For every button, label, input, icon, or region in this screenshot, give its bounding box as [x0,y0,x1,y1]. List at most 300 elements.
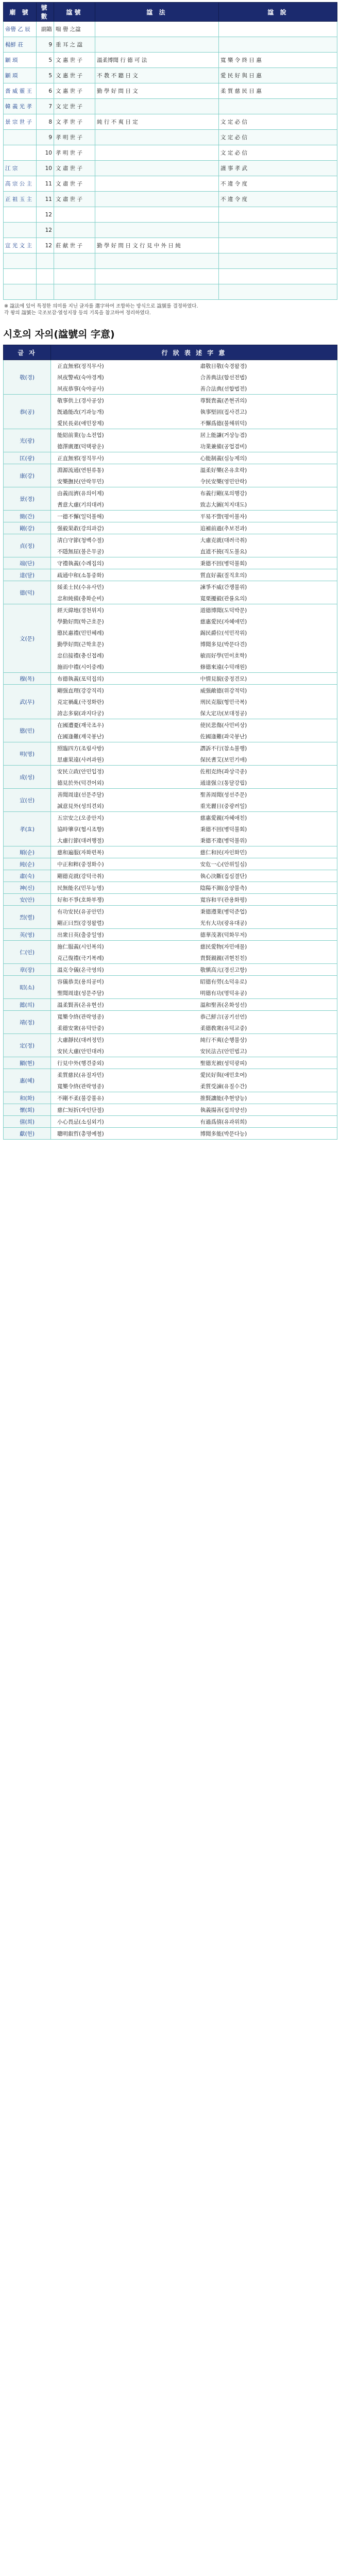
reign-cell: 韓 義 光 孝 [4,99,37,114]
meaning-phrase: 耆意大慮(기의대려) [57,501,104,508]
reign-cell: 文 孝 世 子 [54,114,95,130]
meaning-phrase: 忠和純備(충화순비) [57,595,104,602]
reign-row [4,68,337,83]
reign-cell [219,207,337,223]
meaning-cell [51,894,337,906]
reign-cell: 文 定 必 信 [219,114,337,130]
meaning-phrase: 令民安樂(영민안락) [200,478,247,485]
meaning-phrase: 愍民惠禮(민민혜례) [57,630,104,636]
meaning-cell [51,1128,337,1140]
reign-cell [95,284,219,300]
reign-cell: 文 惠 世 子 [54,83,95,99]
reign-header-cell: 諡 法 [95,3,219,22]
char-cell: 德(덕) [4,581,51,604]
meaning-phrase: 協時肇享(협시조향) [57,826,104,833]
meaning-phrase: 施而中禮(시이중례) [57,664,104,670]
meaning-line [51,870,337,882]
reign-cell [219,223,337,238]
meaning-line [51,487,337,499]
reign-cell: 文 肅 世 子 [54,192,95,207]
meaning-line [51,581,337,592]
char-cell: 和(화) [4,1092,51,1104]
meaning-phrase: 平易不訾(평이불자) [200,513,247,520]
meaning-line [51,929,337,940]
char-row [4,511,337,522]
meaning-phrase: 功業兼備(공업겸비) [200,443,247,450]
char-cell: 定(정) [4,1034,51,1057]
meaning-cell [51,906,337,929]
meaning-phrase: 溫柔賢善(온유현선) [57,1002,104,1008]
reign-cell [219,238,337,253]
reign-cell [95,269,219,284]
char-row [4,569,337,581]
meaning-phrase: 居上能謙(거상능겸) [200,432,247,438]
reign-cell: 不 教 不 聽 日 文 [95,68,219,83]
meaning-phrase: 疏通中和(소통중화) [57,572,104,579]
reign-cell [219,253,337,269]
reign-row [4,207,337,223]
meaning-phrase: 安民大慮(안민대려) [57,1048,104,1055]
char-cell: 顯(현) [4,1057,51,1069]
reign-row [4,176,337,192]
reign-cell [95,192,219,207]
meaning-phrase: 敬愼高亢(경신고항) [200,967,247,973]
meaning-line [51,522,337,534]
meaning-line [51,1104,337,1115]
meaning-cell [51,1092,337,1104]
meaning-phrase: 錫民爵位(석민작위) [200,630,247,636]
char-row [4,999,337,1011]
char-row [4,882,337,894]
char-cell: 簡(간) [4,511,51,522]
meaning-line [51,823,337,835]
meaning-cell [51,452,337,464]
meaning-phrase: 威强敵德(위강적덕) [200,687,247,694]
reign-row [4,223,337,238]
reign-table-header [4,3,337,22]
reign-cell [95,253,219,269]
meaning-phrase: 柔德敎衆(유덕교중) [200,1025,247,1031]
char-row [4,846,337,858]
meaning-cell [51,1104,337,1116]
char-cell: 成(성) [4,766,51,789]
meaning-phrase: 敬事供上(경사공상) [57,397,104,404]
meaning-phrase: 强毅果敢(강의과감) [57,525,104,532]
reign-row [4,114,337,130]
meaning-phrase: 勤學好問(근학호문) [57,641,104,648]
reign-row [4,53,337,68]
meaning-phrase: 忠信接禮(충신접례) [57,652,104,659]
char-row [4,929,337,941]
reign-cell [4,130,37,145]
reign-cell [95,99,219,114]
meaning-phrase: 小心畏忌(소심외기) [57,1118,104,1125]
meaning-phrase: 布義行剛(포의행강) [200,490,247,497]
meaning-line [51,371,337,383]
meaning-cell [51,557,337,569]
char-cell: 達(달) [4,569,51,581]
reign-cell [4,284,37,300]
meaning-line [51,731,337,742]
meaning-phrase: 剛正曰烈(강정왈렬) [57,920,104,926]
reign-row [4,161,337,176]
meaning-phrase: 民無能名(민무능명) [57,885,104,891]
meaning-line [51,917,337,928]
meaning-phrase: 慈仁和民(자인화민) [200,849,247,856]
meaning-phrase: 慈仁短折(자인단절) [57,1107,104,1113]
reign-cell: 純 行 不 爽 日 定 [95,114,219,130]
char-row [4,487,337,511]
reign-cell: 溫柔博聞 行 德 可 法 [95,53,219,68]
meaning-phrase: 善合法典(선합법전) [200,385,247,392]
meaning-phrase: 諫爭不威(간쟁불위) [200,584,247,590]
reign-cell: 嗇 威 靈 王 [4,83,37,99]
meaning-phrase: 正直無邪(정직무사) [57,455,104,462]
meaning-phrase: 通達强立(통달강립) [200,779,247,786]
meaning-phrase: 博聞多見(박문다견) [200,641,247,648]
meaning-line [51,1080,337,1092]
meaning-cell [51,1116,337,1128]
reign-cell: 柔 質 慈 民 日 惠 [219,83,337,99]
char-cell: 景(경) [4,487,51,511]
char-cell: 端(단) [4,557,51,569]
meaning-line [51,650,337,661]
meaning-phrase: 使民悲傷(사민비상) [200,722,247,728]
meaning-phrase: 能紹前業(능소전업) [57,432,104,438]
char-row [4,452,337,464]
meaning-line [51,1092,337,1104]
char-row [4,685,337,719]
meaning-phrase: 淸白守節(청백수절) [57,537,104,544]
meaning-line [51,999,337,1010]
meaning-phrase: 博聞多能(박문다능) [200,1130,247,1137]
reign-cell [54,253,95,269]
meaning-phrase: 正直無邪(정직무사) [57,363,104,369]
meaning-cell [51,511,337,522]
meaning-phrase: 有功安民(유공안민) [57,908,104,915]
meaning-line [51,546,337,557]
meaning-line [51,638,337,650]
meaning-phrase: 學勤好問(학근호문) [57,618,104,625]
meaning-phrase: 思慮果遠(사려과원) [57,756,104,763]
char-cell: 穆(목) [4,673,51,685]
meaning-line [51,499,337,510]
meaning-phrase: 修德來遠(수덕래원) [200,664,247,670]
reign-cell [219,22,337,37]
meaning-cell [51,858,337,870]
meaning-line [51,1034,337,1045]
meaning-cell [51,870,337,882]
char-cell: 烈(렬) [4,906,51,929]
meaning-phrase: 大慮克就(대려극취) [200,537,247,544]
reign-cell [219,284,337,300]
meaning-phrase: 佐國逢難(좌국봉난) [200,733,247,740]
meaning-cell [51,395,337,429]
reign-cell: 8 [37,114,54,130]
meaning-cell [51,487,337,511]
section-title: 시호의 자의(諡號의 字意) [3,329,115,340]
reign-row [4,37,337,53]
reign-cell: 喘 嚳 之諡 [54,22,95,37]
meaning-phrase: 溫和聖善(온화성선) [200,1002,247,1008]
char-cell: 惠(혜) [4,1069,51,1092]
reign-cell: 5 [37,53,54,68]
char-cell: 恭(공) [4,395,51,429]
meaning-cell [51,742,337,766]
char-header-cell: 行 狀 表 述 字 意 [51,345,337,360]
meaning-line [51,429,337,440]
reign-cell: 重 耳 之 諡 [54,37,95,53]
meaning-phrase: 寬樂令終(관락영종) [57,1083,104,1090]
reign-cell [95,161,219,176]
meaning-line [51,627,337,638]
char-cell: 文(문) [4,604,51,673]
char-row [4,858,337,870]
meaning-cell [51,789,337,812]
char-cell: 僖(희) [4,1116,51,1128]
reign-row [4,192,337,207]
reign-cell [95,207,219,223]
meaning-phrase: 秉德遵業(병덕준업) [200,908,247,915]
meaning-phrase: 秉德不回(병덕불회) [200,560,247,567]
meaning-phrase: 執心決斷(집심결단) [200,873,247,879]
char-cell: 匡(광) [4,452,51,464]
meaning-line [51,882,337,893]
meaning-line [51,707,337,719]
meaning-phrase: 慈和遍服(자화편복) [57,849,104,856]
meaning-line [51,440,337,452]
reign-cell: 副籍 [37,22,54,37]
reign-row [4,284,337,300]
meaning-phrase: 安危一心(안위일심) [200,861,247,868]
meaning-line [51,452,337,464]
meaning-phrase: 重光麗日(중광려일) [200,803,247,809]
meaning-line [51,1057,337,1069]
meaning-phrase: 容儀恭美(용의공미) [57,978,104,985]
meaning-phrase: 尊賢貴義(존현귀의) [200,397,247,404]
meaning-line [51,964,337,975]
char-row [4,395,337,429]
reign-cell: 9 [37,37,54,53]
reign-cell: 不 違 令 度 [219,192,337,207]
meaning-phrase: 刑民克服(형민극복) [200,699,247,705]
meaning-phrase: 推賢讓能(추현양능) [200,1095,247,1101]
reign-cell [37,253,54,269]
meaning-phrase: 大慮行節(대려행절) [57,837,104,844]
char-cell: 仁(인) [4,941,51,964]
meaning-line [51,464,337,476]
char-cell: 愍(민) [4,719,51,742]
char-cell: 剛(강) [4,522,51,534]
meaning-phrase: 譖訴不行(참소불행) [200,745,247,752]
meaning-line [51,858,337,870]
reign-cell: 孝 明 世 子 [54,130,95,145]
reign-cell: 帝嚳 乙 辰 [4,22,37,37]
meaning-phrase: 安民法古(안민법고) [200,1048,247,1055]
meaning-phrase: 照臨四方(조림사방) [57,745,104,752]
meaning-phrase: 溫克令儀(온극영의) [57,967,104,973]
char-cell: 孝(효) [4,812,51,846]
reign-header-cell: 廟 號 [4,3,37,22]
meaning-cell [51,429,337,452]
meaning-phrase: 慈民愛物(자민애물) [200,943,247,950]
meaning-cell [51,1034,337,1057]
meaning-phrase: 佐相克終(좌상극종) [200,768,247,775]
char-cell: 武(무) [4,685,51,719]
char-row [4,941,337,964]
char-row [4,581,337,604]
char-cell: 順(순) [4,846,51,858]
meaning-phrase: 剛强直理(강강직리) [57,687,104,694]
meaning-line [51,976,337,987]
meaning-line [51,846,337,858]
meaning-cell [51,929,337,941]
reign-cell [95,22,219,37]
meaning-phrase: 中情見貌(중정견모) [200,675,247,682]
reign-cell [95,130,219,145]
meaning-cell [51,846,337,858]
meaning-line [51,766,337,777]
meaning-cell [51,999,337,1011]
reign-cell: 文 定 世 子 [54,99,95,114]
char-row [4,1116,337,1128]
char-cell: 純(순) [4,858,51,870]
meaning-phrase: 愛民長弟(애민장제) [57,420,104,427]
reign-cell: 10 [37,161,54,176]
meaning-cell [51,685,337,719]
meaning-cell [51,1057,337,1069]
meaning-line [51,395,337,406]
meaning-phrase: 出衆日英(출중일영) [57,931,104,938]
reign-cell: 謹 事 孝 武 [219,161,337,176]
meaning-line [51,569,337,581]
meaning-phrase: 安民立政(안민입정) [57,768,104,775]
meaning-phrase: 善聞周達(선문주달) [57,791,104,798]
meaning-phrase: 不隱無屈(불은무굴) [57,548,104,555]
meaning-phrase: 旣過能改(기과능개) [57,409,104,415]
meaning-phrase: 秉德不違(병덕불위) [200,837,247,844]
meaning-phrase: 誠意見外(성의견외) [57,803,104,809]
meaning-line [51,941,337,952]
char-row [4,604,337,673]
meaning-phrase: 誇志多窮(과지다궁) [57,710,104,717]
reign-cell [95,145,219,161]
meaning-line [51,800,337,811]
meaning-cell [51,581,337,604]
reign-cell: 11 [37,192,54,207]
meaning-phrase: 綏柔士民(수유사민) [57,584,104,590]
reign-cell: 不 違 令 度 [219,176,337,192]
char-row [4,742,337,766]
reign-header-cell: 號數 [37,3,54,22]
char-cell: 敬(경) [4,360,51,395]
char-row [4,1104,337,1116]
reign-cell [54,223,95,238]
meaning-line [51,685,337,696]
reign-cell: 文 肅 世 子 [54,161,95,176]
char-cell: 英(영) [4,929,51,941]
note-line: ※ 諡法에 있어 특정한 의미를 지닌 글자를 選字하여 조합하는 방식으로 諡號를 결정하였다. [4,303,198,309]
reign-cell: 正 祖 玉 主 [4,192,37,207]
reign-cell: 文 肅 世 子 [54,176,95,192]
char-cell: 獻(헌) [4,1128,51,1140]
meaning-phrase: 道德博聞(도덕박문) [200,607,247,614]
reign-row [4,145,337,161]
meaning-phrase: 大慮靜民(대려정민) [57,1037,104,1043]
meaning-cell [51,1011,337,1034]
char-row [4,812,337,846]
meaning-phrase: 保民耆艾(보민기애) [200,756,247,763]
char-cell: 肅(숙) [4,870,51,882]
meaning-line [51,719,337,731]
meaning-phrase: 執義揚善(집의양선) [200,1107,247,1113]
char-row [4,719,337,742]
meaning-phrase: 寬樂令終(관락영종) [57,1013,104,1020]
meaning-phrase: 有過爲僖(유과위희) [200,1118,247,1125]
meaning-line [51,696,337,707]
reign-cell: 6 [37,83,54,99]
meaning-phrase: 溫柔好樂(온유호락) [200,467,247,473]
char-row [4,1092,337,1104]
char-cell: 安(안) [4,894,51,906]
reign-cell: 5 [37,68,54,83]
meaning-phrase: 行見中外(행견중외) [57,1060,104,1066]
meaning-phrase: 克定禍亂(극정화란) [57,699,104,705]
meaning-phrase: 由義而濟(유의이제) [57,490,104,497]
reign-cell: 10 [37,145,54,161]
char-cell: 懿(의) [4,999,51,1011]
char-row [4,789,337,812]
meaning-line [51,616,337,627]
char-row [4,870,337,882]
reign-cell: 勤 學 好 問 日 文 行 見 中 外 日 純 [95,238,219,253]
meaning-phrase: 經天緯地(경천위지) [57,607,104,614]
char-cell: 昭(소) [4,976,51,999]
char-cell: 明(명) [4,742,51,766]
reign-cell: 景 宗 世 子 [4,114,37,130]
meaning-phrase: 執事堅固(집사견고) [200,409,247,415]
reign-cell: 文 定 必 信 [219,145,337,161]
meaning-line [51,534,337,546]
meaning-line [51,777,337,788]
reign-row [4,22,337,37]
reign-cell [4,145,37,161]
meaning-phrase: 剛德克就(강덕극취) [57,873,104,879]
reign-cell [4,223,37,238]
char-row [4,964,337,976]
reign-cell: 11 [37,176,54,192]
reign-cell [4,269,37,284]
meaning-cell [51,964,337,976]
reign-cell: 12 [37,207,54,223]
reign-cell: 12 [37,238,54,253]
reign-cell: 顓 頊 [4,53,37,68]
char-row [4,976,337,999]
char-row [4,522,337,534]
reign-cell [95,37,219,53]
meaning-line [51,383,337,394]
meaning-phrase: 寬容和平(관용화평) [200,896,247,903]
meaning-phrase: 寬栗擾毅(관률요의) [200,595,247,602]
meaning-phrase: 在國逢難(재국봉난) [57,733,104,740]
meaning-phrase: 保大定功(보대정공) [200,710,247,717]
meaning-line [51,754,337,765]
char-cell: 神(신) [4,882,51,894]
meaning-line [51,1045,337,1057]
meaning-cell [51,976,337,999]
reign-cell [54,284,95,300]
meaning-cell [51,522,337,534]
